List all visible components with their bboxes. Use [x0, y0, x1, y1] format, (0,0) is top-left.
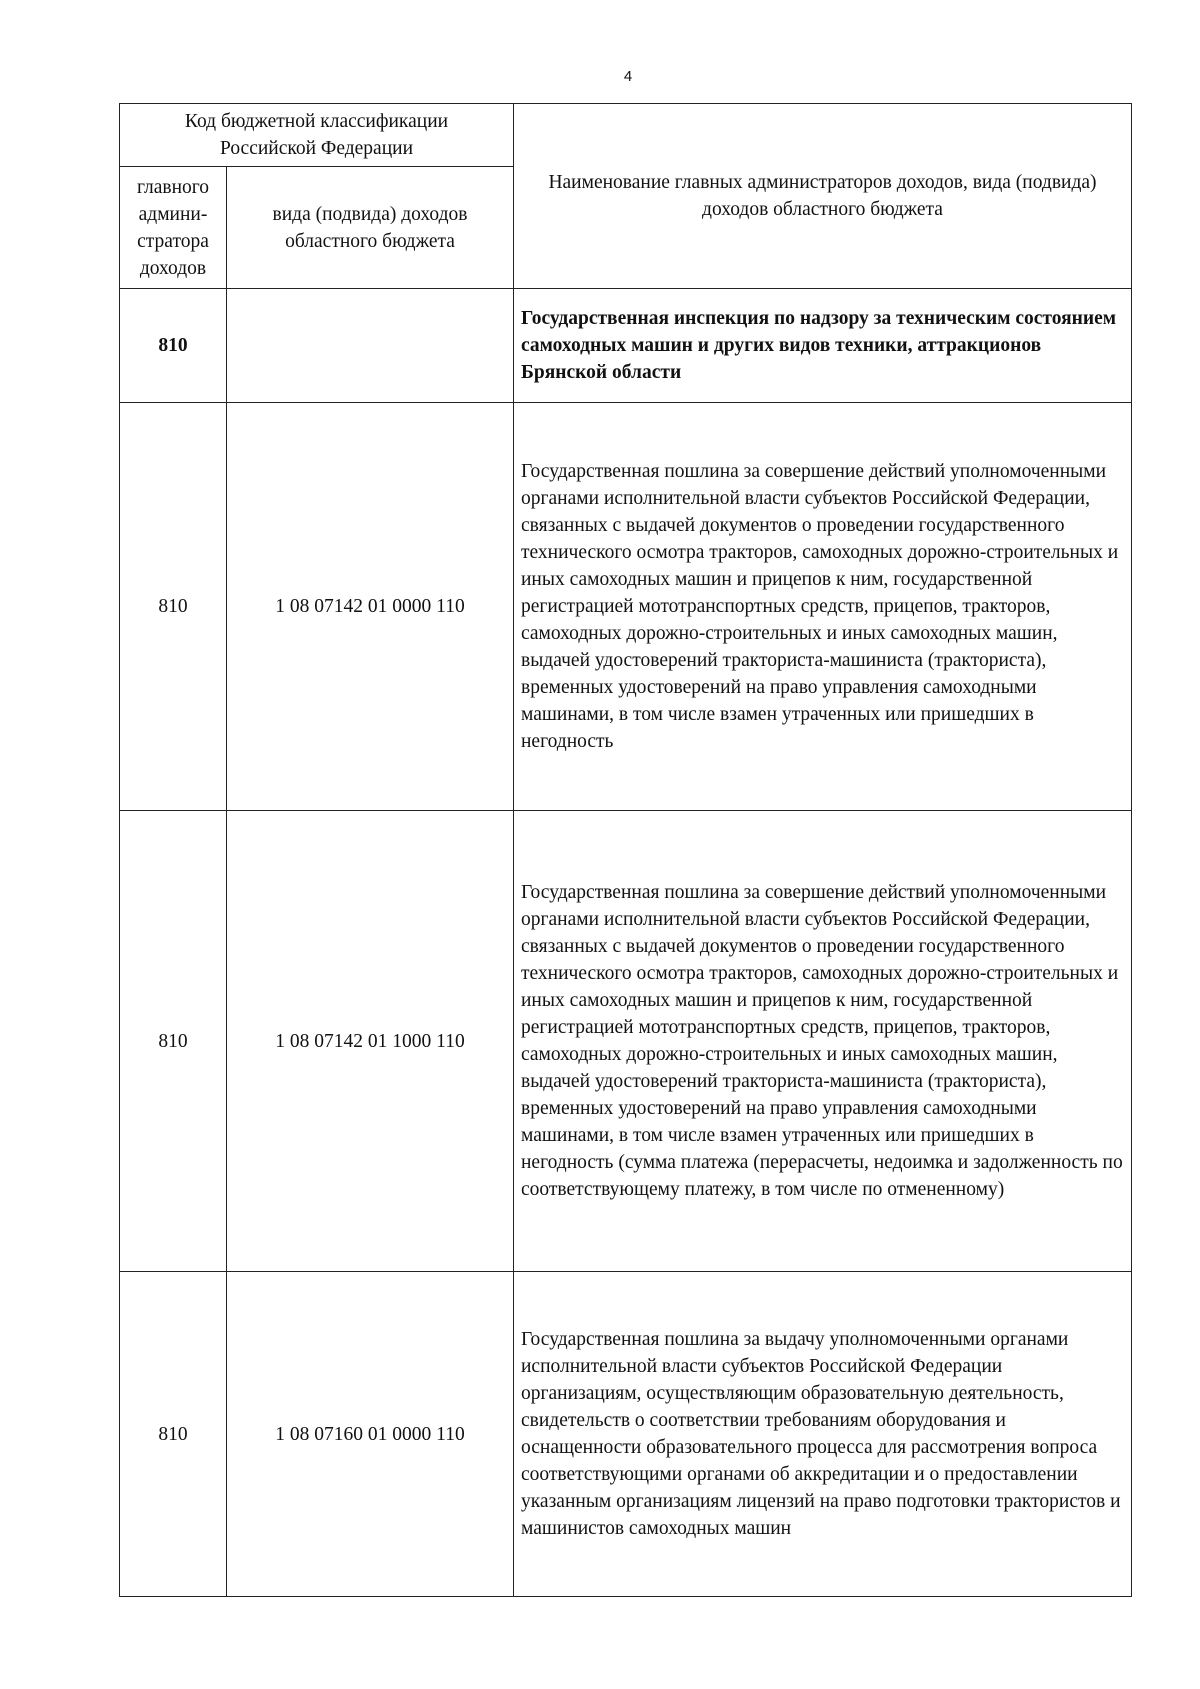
admin-code-cell: 810	[120, 811, 227, 1272]
admin-code-cell: 810	[120, 1272, 227, 1597]
table-row	[120, 289, 1132, 403]
admin-code-cell: 810	[120, 403, 227, 811]
header-income-column: вида (подвида) доходов областного бюджета	[227, 167, 514, 289]
admin-code-cell: 810	[120, 289, 227, 403]
income-name-cell: Государственная пошлина за совершение действий уполномоченными органами исполнительной власти субъектов Российской Федерации, связанных с выдачей документов о проведении государственного технического осмотра тракторов, самоходных дорожно-строительных и иных самоходных машин и прицепов к ним, государственной регистрацией мототранспортных средств, прицепов, тракторов, самоходных дорожно-строительных и иных самоходных машин, выдачей удостоверений тракториста-машиниста (тракториста), временных удостоверений на право управления самоходными машинами, в том числе взамен утраченных или пришедших в негодность	[514, 403, 1132, 811]
income-name-cell: Государственная пошлина за выдачу уполномоченными органами исполнительной власти субъектов Российской Федерации организациям, осуществляющим образовательную деятельность, свидетельств о соответствии требованиям оборудования и оснащенности образовательного процесса для рассмотрения вопроса соответствующими органами об аккредитации и о предоставлении указанным организациям лицензий на право подготовки трактористов и машинистов самоходных машин	[514, 1272, 1132, 1597]
header-group-title: Код бюджетной классификации Российской Федерации	[120, 104, 514, 167]
header-admin-column: главного админи- стратора доходов	[120, 167, 227, 289]
income-name-cell: Государственная пошлина за совершение действий уполномоченными органами исполнительной власти субъектов Российской Федерации, связанных с выдачей документов о проведении государственного технического осмотра тракторов, самоходных дорожно-строительных и иных самоходных машин и прицепов к ним, государственной регистрацией мототранспортных средств, прицепов, тракторов, самоходных дорожно-строительных и иных самоходных машин, выдачей удостоверений тракториста-машиниста (тракториста), временных удостоверений на право управления самоходными машинами, в том числе взамен утраченных или пришедших в негодность (сумма платежа (перерасчеты, недоимка и задолженность по соответствующему платежу, в том числе по отмененному)	[514, 811, 1132, 1272]
income-name-cell: Государственная инспекция по надзору за техническим состоянием самоходных машин и других видов техники, аттракционов Брянской области	[514, 289, 1132, 403]
income-code-cell	[227, 289, 514, 403]
table-row	[120, 403, 1132, 811]
table-row	[120, 811, 1132, 1272]
income-code-cell: 1 08 07160 01 0000 110	[227, 1272, 514, 1597]
header-name-column: Наименование главных администраторов доходов, вида (подвида) доходов областного бюджета	[514, 104, 1132, 289]
page-number: 4	[623, 68, 633, 85]
income-code-cell: 1 08 07142 01 1000 110	[227, 811, 514, 1272]
budget-classification-table	[119, 103, 1132, 1597]
income-code-cell: 1 08 07142 01 0000 110	[227, 403, 514, 811]
table-row	[120, 1272, 1132, 1597]
